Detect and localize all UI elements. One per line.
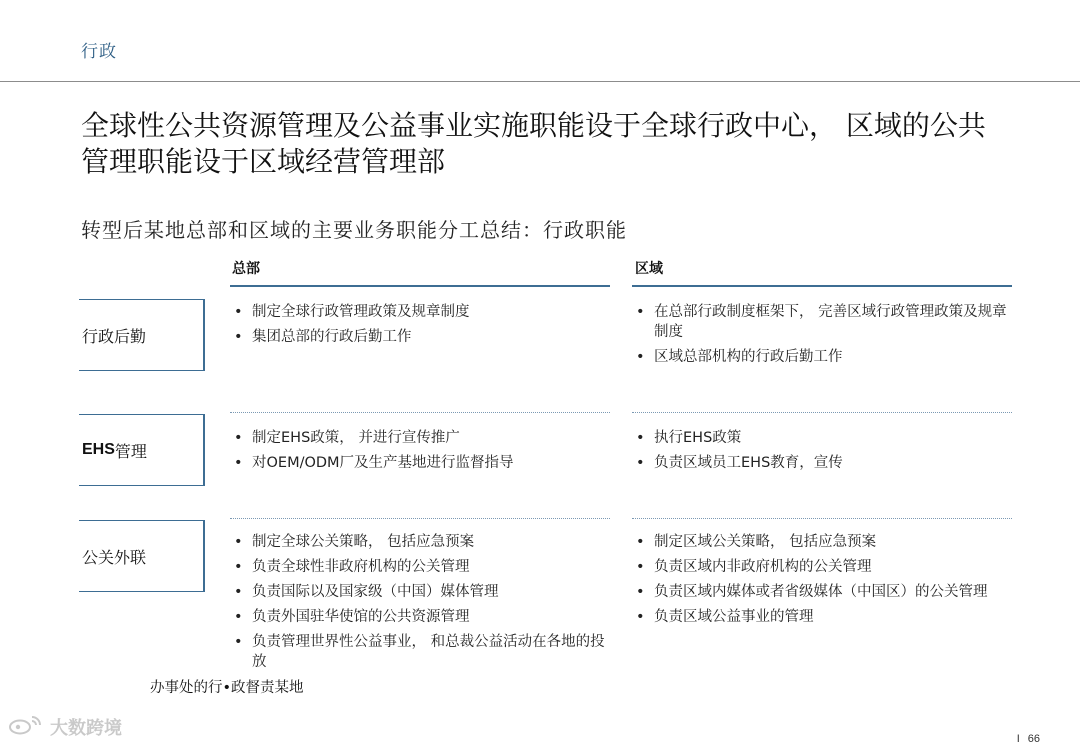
list-item: • 区域总部机构的行政后勤工作	[634, 347, 1012, 367]
row-label-text: 管理	[114, 441, 147, 461]
page-subtitle: 转型后某地总部和区域的主要业务职能分工总结：行政职能	[81, 218, 627, 242]
column-rule-hq	[230, 285, 610, 287]
row-label-text: 公关外联	[82, 547, 147, 567]
list-item: • 在总部行政制度框架下， 完善区域行政管理政策及规章制度	[634, 302, 1012, 342]
column-header-hq: 总部	[232, 261, 260, 277]
list-item: • 制定全球公关策略， 包括应急预案	[232, 532, 610, 552]
row-ehs-region-list	[634, 428, 1012, 478]
list-item: • 制定全球行政管理政策及规章制度	[232, 302, 607, 322]
row-divider	[632, 518, 1012, 519]
weibo-logo-icon	[8, 713, 50, 740]
list-item: • 制定区域公关策略， 包括应急预案	[634, 532, 1012, 552]
row-label-text: 行政后勤	[82, 326, 147, 346]
row-admin-hq-list	[232, 302, 607, 352]
row-pr-hq-list	[232, 532, 610, 677]
row-label-public-relations	[79, 520, 205, 592]
watermark-text: 大数跨境	[50, 717, 122, 739]
page-title: 全球性公共资源管理及公益事业实施职能设于全球行政中心， 区域的公共管理职能设于区域经营管理部	[81, 109, 986, 178]
row-pr-region-list	[634, 532, 1012, 632]
list-item: • 负责全球性非政府机构的公关管理	[232, 557, 610, 577]
header-divider	[0, 81, 1080, 82]
row-divider	[632, 412, 1012, 413]
list-item: • 负责国际以及国家级（中国）媒体管理	[232, 582, 610, 602]
watermark	[8, 713, 122, 740]
row-divider	[230, 412, 610, 413]
list-item: • 负责区域内非政府机构的公关管理	[634, 557, 1012, 577]
list-item: • 集团总部的行政后勤工作	[232, 327, 607, 347]
list-item: • 负责区域员工EHS教育，宣传	[634, 453, 1012, 473]
section-tag: 行政	[81, 42, 117, 62]
list-item: • 制定EHS政策， 并进行宣传推广	[232, 428, 607, 448]
overlay-caption: 办事处的行•政督责某地	[150, 680, 304, 696]
list-item: • 对OEM/ODM厂及生产基地进行监督指导	[232, 453, 607, 473]
row-label-admin-logistics	[79, 299, 205, 371]
list-item: • 负责外国驻华使馆的公共资源管理	[232, 607, 610, 627]
list-item: • 负责管理世界性公益事业， 和总裁公益活动在各地的投放	[232, 632, 610, 672]
column-header-region: 区域	[635, 261, 663, 277]
row-label-ehs	[79, 414, 205, 486]
page-separator: I	[1016, 733, 1020, 745]
column-rule-region	[632, 285, 1012, 287]
list-item: • 负责区域内媒体或者省级媒体（中国区）的公关管理	[634, 582, 1012, 602]
row-label-prefix: EHS	[82, 441, 115, 458]
page-number-value: 66	[1027, 733, 1040, 745]
list-item: • 负责区域公益事业的管理	[634, 607, 1012, 627]
row-divider	[230, 518, 610, 519]
row-admin-region-list	[634, 302, 1012, 372]
row-ehs-hq-list	[232, 428, 607, 478]
list-item: • 执行EHS政策	[634, 428, 1012, 448]
page-number	[1017, 733, 1040, 745]
